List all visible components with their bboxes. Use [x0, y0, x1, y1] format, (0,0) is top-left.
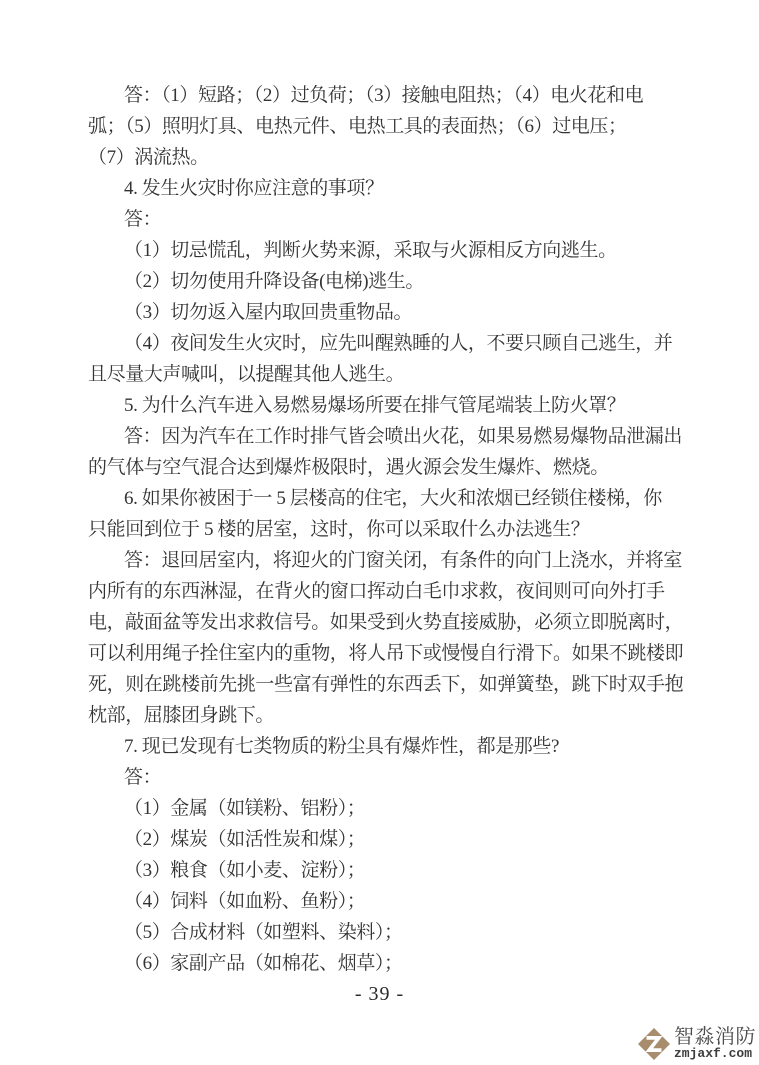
text-line: （3）切勿返入屋内取回贵重物品。 [124, 302, 413, 323]
text-line: 只能回到位于 5 楼的居室，这时，你可以采取什么办法逃生？ [88, 519, 590, 540]
text-line: 答：因为汽车在工作时排气皆会喷出火花，如果易燃易爆物品泄漏出 [124, 426, 683, 447]
text-line: 5. 为什么汽车进入易燃易爆场所要在排气管尾端装上防火罩？ [124, 395, 626, 416]
watermark-brand: 智淼消防 [674, 1026, 756, 1048]
text-line: 弧；（5）照明灯具、电热元件、电热工具的表面热；（6）过电压； [88, 116, 627, 137]
text-line: 答：退回居室内，将迎火的门窗关闭，有条件的向门上浇水，并将室 [124, 550, 683, 571]
text-line: 6. 如果你被困于一 5 层楼高的住宅，大火和浓烟已经锁住楼梯，你 [124, 488, 662, 509]
watermark-domain: zmjaxf.com [674, 1046, 753, 1061]
text-line: 4. 发生火灾时你应注意的事项？ [124, 178, 384, 199]
watermark-text [674, 1027, 756, 1061]
text-line: 答： [124, 767, 162, 788]
text-line: 答： [124, 209, 162, 230]
text-line: 枕部，屈膝团身跳下。 [88, 705, 275, 726]
text-line: （1）切忌慌乱，判断火势来源，采取与火源相反方向逃生。 [124, 240, 617, 261]
text-line: 的气体与空气混合达到爆炸极限时，遇火源会发生爆炸、燃烧。 [88, 457, 609, 478]
text-line: 内所有的东西淋湿，在背火的窗口挥动白毛巾求救，夜间则可向外打手 [88, 581, 665, 602]
text-line: 7. 现已发现有七类物质的粉尘具有爆炸性，都是那些? [124, 736, 560, 757]
text-line: （1）金属（如镁粉、铝粉）； [124, 798, 366, 819]
text-line: 答：（1）短路；（2）过负荷；（3）接触电阻热；（4）电火花和电 [124, 85, 644, 106]
text-line: （5）合成材料（如塑料、染料）； [124, 922, 403, 943]
text-line: 可以利用绳子拴住室内的重物，将人吊下或慢慢自行滑下。如果不跳楼即 [88, 643, 684, 664]
document-body [88, 80, 688, 979]
watermark-logo [637, 1027, 756, 1061]
text-line: 死，则在跳楼前先挑一些富有弹性的东西丢下，如弹簧垫，跳下时双手抱 [88, 674, 684, 695]
text-line: （4）夜间发生火灾时，应先叫醒熟睡的人，不要只顾自己逃生，并 [124, 333, 673, 354]
diamond-z-logo-icon [637, 1027, 671, 1061]
text-line: （3）粮食（如小麦、淀粉）； [124, 860, 366, 881]
text-line: 电，敲面盆等发出求救信号。如果受到火势直接威胁，必须立即脱离时， [88, 612, 684, 633]
page-number: - 39 - [354, 983, 405, 1005]
text-line: （6）家副产品（如棉花、烟草）； [124, 953, 403, 974]
text-line: （7）涡流热。 [88, 147, 209, 168]
text-line: （4）饲料（如血粉、鱼粉）； [124, 891, 366, 912]
text-line: （2）切勿使用升降设备(电梯)逃生。 [124, 271, 424, 292]
text-line: 且尽量大声喊叫，以提醒其他人逃生。 [88, 364, 405, 385]
text-line: （2）煤炭（如活性炭和煤）； [124, 829, 366, 850]
